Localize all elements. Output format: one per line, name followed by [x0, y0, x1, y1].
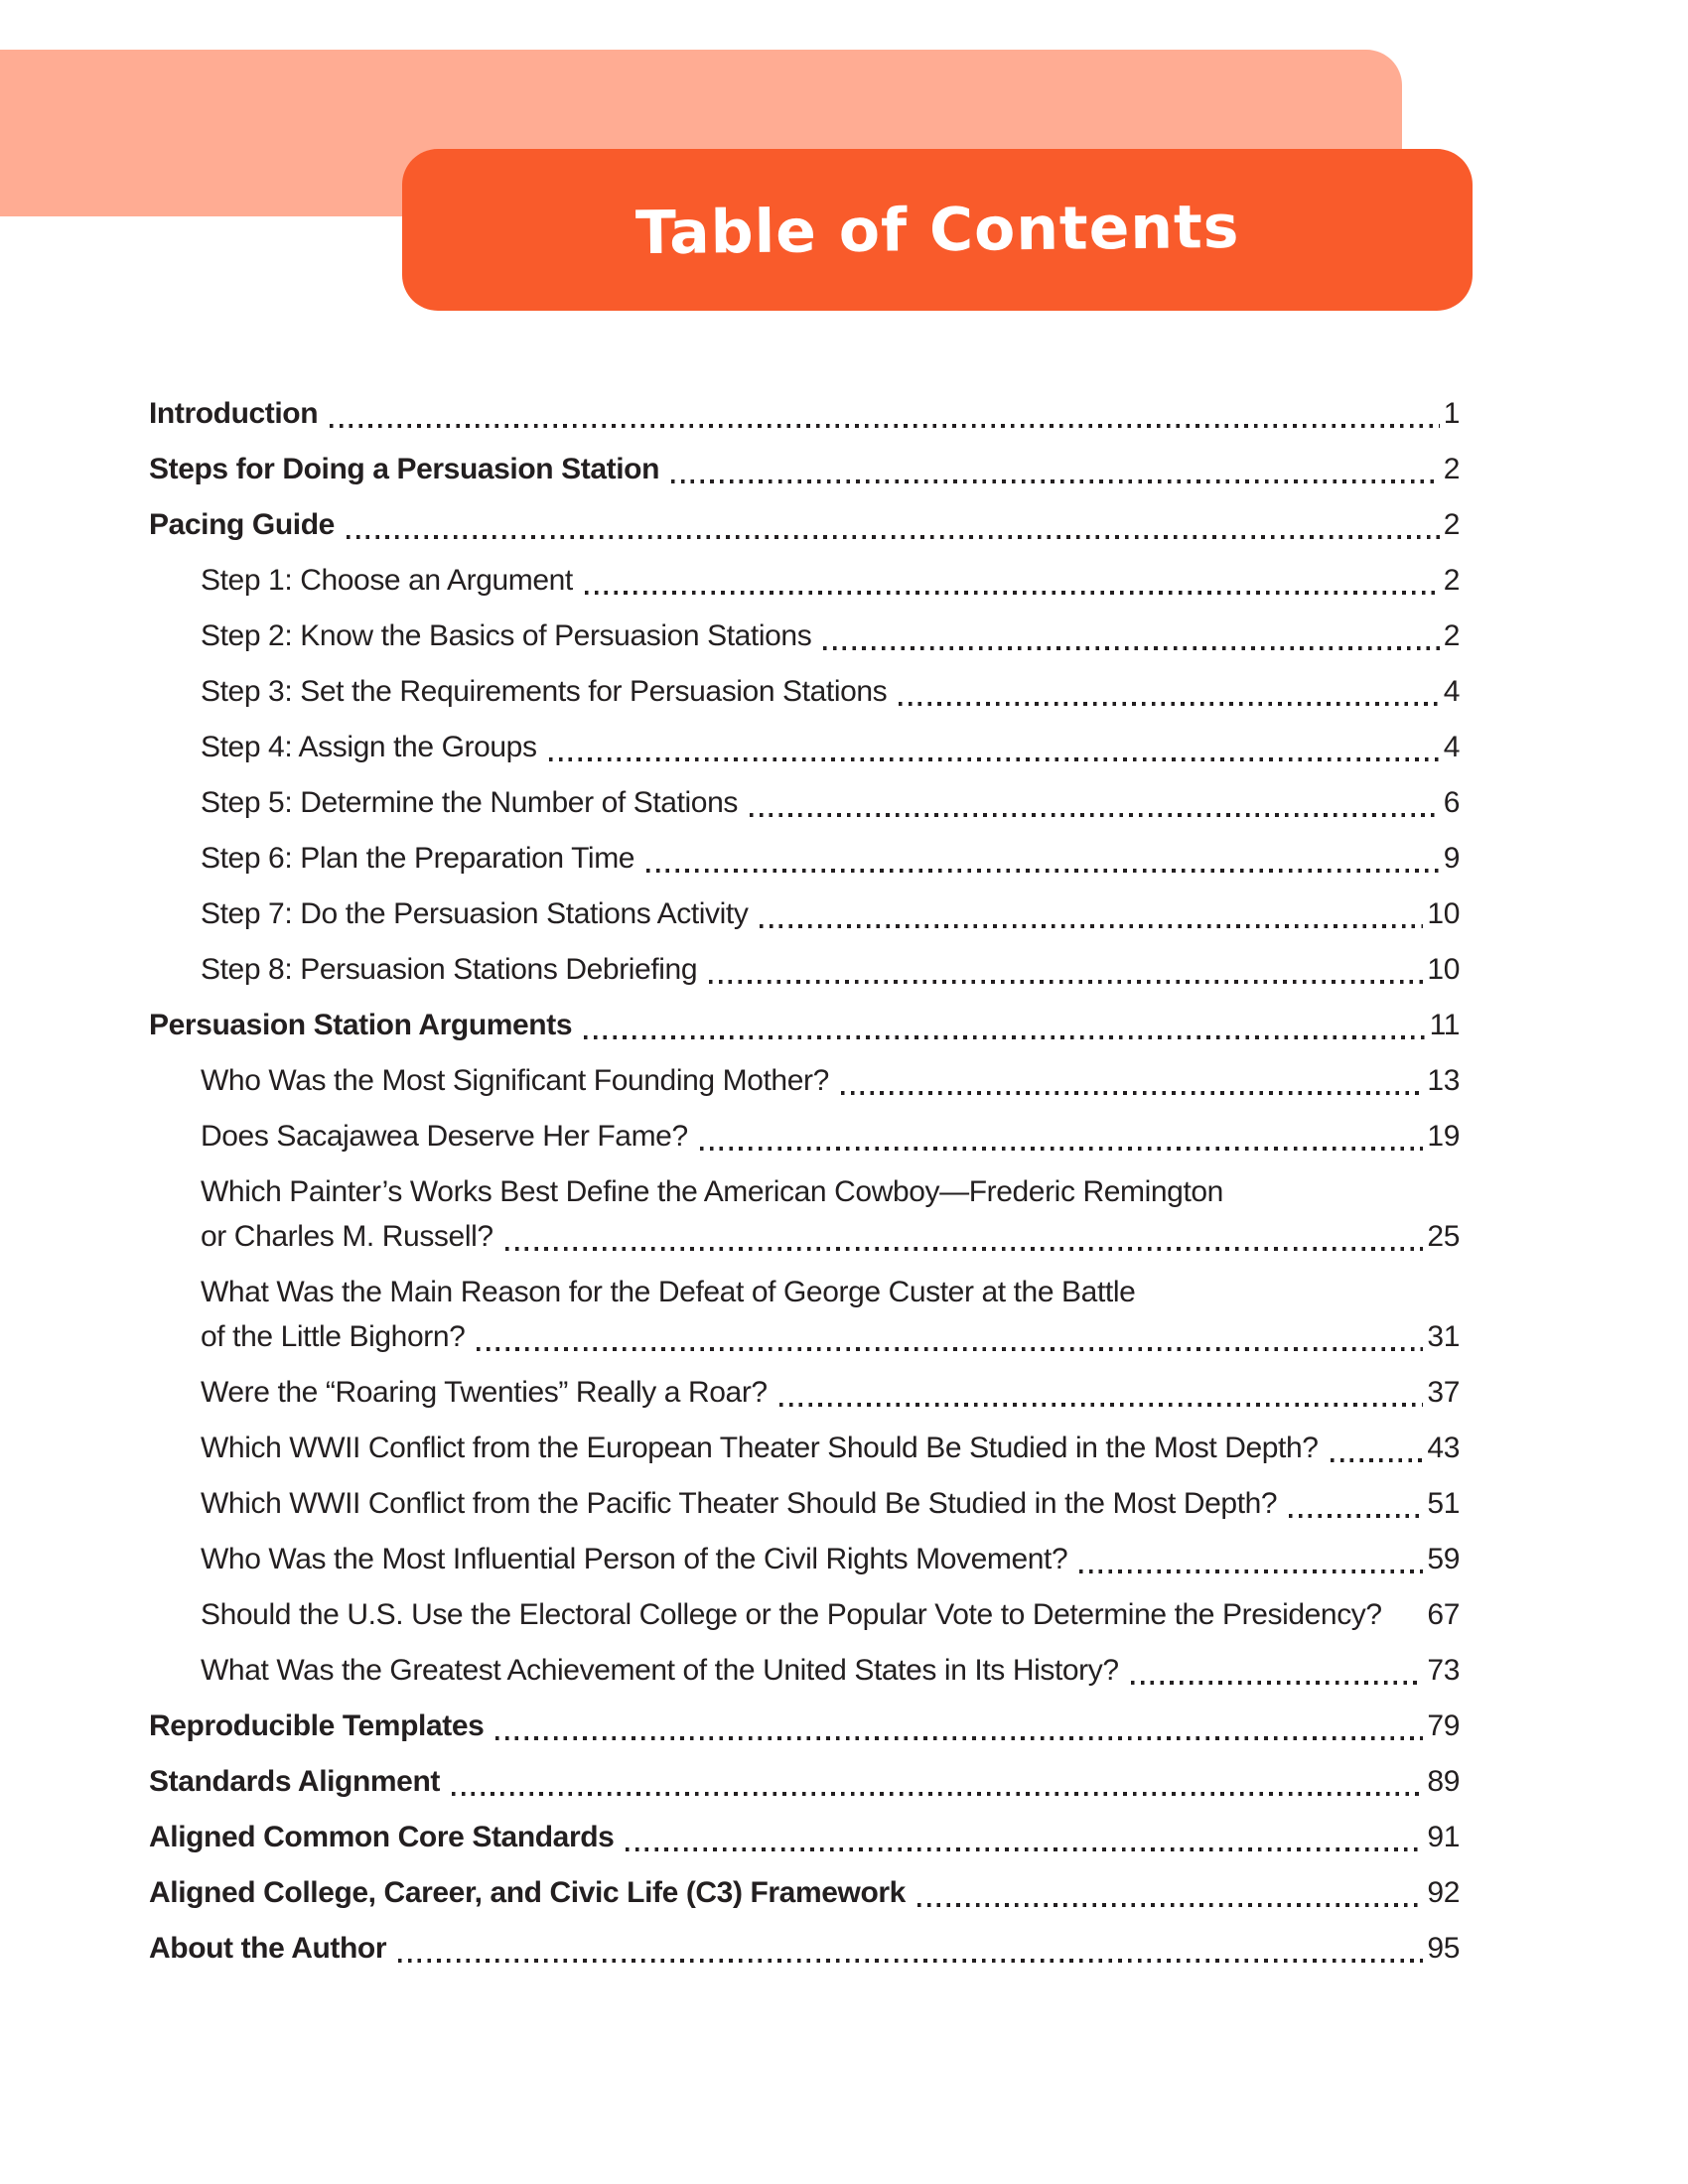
toc-entry-page: 2: [1443, 564, 1460, 597]
toc-entry-line: [149, 1314, 1460, 1359]
toc-entry-label: What Was the Greatest Achievement of the United States in Its History?: [201, 1654, 1119, 1687]
toc-entry-label: About the Author: [149, 1932, 387, 1965]
dot-leader: [779, 1370, 1424, 1415]
toc-entry-page: 43: [1427, 1432, 1460, 1464]
toc-entry-page: 2: [1443, 508, 1460, 541]
dot-leader: [841, 1058, 1424, 1103]
toc-entry-label: Reproducible Templates: [149, 1709, 485, 1742]
toc-list: [149, 391, 1460, 1981]
toc-entry: [149, 447, 1460, 491]
toc-entry: [149, 1270, 1460, 1359]
toc-entry-line: [149, 1270, 1460, 1314]
dot-leader: [330, 391, 1440, 436]
dot-leader: [646, 836, 1440, 881]
toc-entry-page: 9: [1443, 842, 1460, 875]
dot-leader: [1390, 1592, 1428, 1637]
toc-entry: [149, 1870, 1460, 1915]
toc-entry-line: [149, 1370, 1460, 1415]
toc-entry-page: 19: [1427, 1120, 1460, 1153]
toc-entry: [149, 1426, 1460, 1470]
toc-entry-page: 6: [1443, 786, 1460, 819]
dot-leader: [709, 947, 1423, 992]
toc-entry-line: [149, 1870, 1460, 1915]
toc-entry-line: [149, 836, 1460, 881]
toc-entry: [149, 1926, 1460, 1971]
toc-entry-line: [149, 1426, 1460, 1470]
page-title: Table of Contents: [634, 192, 1240, 268]
toc-entry-label: Step 1: Choose an Argument: [201, 564, 573, 597]
toc-entry: [149, 1815, 1460, 1859]
toc-entry-page: 25: [1427, 1220, 1460, 1253]
toc-entry-line: [149, 502, 1460, 547]
toc-entry: [149, 502, 1460, 547]
toc-entry-page: 13: [1427, 1064, 1460, 1097]
toc-entry-label: Standards Alignment: [149, 1765, 440, 1798]
toc-entry-line: [149, 1815, 1460, 1859]
dot-leader: [1289, 1481, 1423, 1526]
toc-entry-label: Which WWII Conflict from the Pacific Theater Should Be Studied in the Most Depth?: [201, 1487, 1278, 1520]
toc-entry-line: [149, 447, 1460, 491]
toc-entry-line: [149, 391, 1460, 436]
toc-entry: [149, 669, 1460, 714]
toc-entry-label: Aligned Common Core Standards: [149, 1821, 615, 1853]
toc-entry: [149, 1169, 1460, 1259]
dot-leader: [398, 1926, 1423, 1971]
toc-entry-page: 10: [1427, 897, 1460, 930]
toc-entry-line: [149, 1003, 1460, 1047]
toc-entry: [149, 1114, 1460, 1159]
dot-leader: [1331, 1426, 1424, 1470]
toc-entry-label: Persuasion Station Arguments: [149, 1009, 573, 1041]
toc-entry: [149, 1537, 1460, 1581]
toc-entry-label: Who Was the Most Significant Founding Mother?: [201, 1064, 829, 1097]
toc-entry-label: Step 2: Know the Basics of Persuasion Stations: [201, 619, 812, 652]
toc-entry-label: Who Was the Most Influential Person of the Civil Rights Movement?: [201, 1543, 1068, 1575]
toc-entry-page: 11: [1429, 1009, 1460, 1041]
title-banner: [402, 149, 1473, 311]
toc-entry: [149, 1003, 1460, 1047]
toc-entry-label: What Was the Main Reason for the Defeat of George Custer at the Battle: [201, 1276, 1136, 1308]
toc-entry-line: [149, 1481, 1460, 1526]
toc-entry-label: Step 3: Set the Requirements for Persuasion Stations: [201, 675, 888, 708]
dot-leader: [1131, 1648, 1424, 1693]
dot-leader: [899, 669, 1439, 714]
toc-entry-line: [149, 780, 1460, 825]
toc-entry-line: [149, 1214, 1460, 1259]
toc-entry: [149, 1592, 1460, 1637]
toc-entry-label: Step 7: Do the Persuasion Stations Activity: [201, 897, 749, 930]
toc-entry-label: Were the “Roaring Twenties” Really a Roar?: [201, 1376, 768, 1409]
toc-entry-label: Which Painter’s Works Best Define the American Cowboy—Frederic Remington: [201, 1175, 1223, 1208]
toc-entry-line: [149, 614, 1460, 658]
toc-entry: [149, 891, 1460, 936]
toc-entry-label: Which WWII Conflict from the European Theater Should Be Studied in the Most Depth?: [201, 1432, 1319, 1464]
toc-entry-page: 73: [1427, 1654, 1460, 1687]
dot-leader: [477, 1314, 1423, 1359]
toc-entry-label: Introduction: [149, 397, 319, 430]
toc-entry-page: 1: [1443, 397, 1460, 430]
toc-entry: [149, 1648, 1460, 1693]
toc-entry-page: 2: [1443, 619, 1460, 652]
toc-entry: [149, 1704, 1460, 1748]
toc-entry-line: [149, 1648, 1460, 1693]
toc-entry-line: [149, 725, 1460, 769]
dot-leader: [1079, 1537, 1423, 1581]
toc-entry-page: 4: [1443, 731, 1460, 763]
toc-entry-label: Pacing Guide: [149, 508, 335, 541]
toc-entry-page: 79: [1427, 1709, 1460, 1742]
dot-leader: [917, 1870, 1423, 1915]
toc-entry-label: Step 6: Plan the Preparation Time: [201, 842, 635, 875]
dot-leader: [626, 1815, 1423, 1859]
toc-entry-line: [149, 1704, 1460, 1748]
toc-entry-label: Step 5: Determine the Number of Stations: [201, 786, 738, 819]
toc-entry-label: Steps for Doing a Persuasion Station: [149, 453, 660, 485]
toc-entry: [149, 1370, 1460, 1415]
toc-entry: [149, 725, 1460, 769]
toc-entry-label: Step 8: Persuasion Stations Debriefing: [201, 953, 698, 986]
toc-entry-page: 37: [1427, 1376, 1460, 1409]
dot-leader: [823, 614, 1439, 658]
dot-leader: [347, 502, 1440, 547]
dot-leader: [495, 1704, 1423, 1748]
toc-entry: [149, 947, 1460, 992]
dot-leader: [505, 1214, 1424, 1259]
toc-entry-label: Step 4: Assign the Groups: [201, 731, 537, 763]
toc-entry-label: or Charles M. Russell?: [201, 1220, 493, 1253]
toc-entry-page: 91: [1427, 1821, 1460, 1853]
toc-entry-page: 92: [1427, 1876, 1460, 1909]
toc-entry-page: 4: [1443, 675, 1460, 708]
toc-entry-label: Should the U.S. Use the Electoral College or the Popular Vote to Determine the Presidency?: [201, 1598, 1382, 1631]
toc-entry-line: [149, 947, 1460, 992]
toc-entry-page: 2: [1443, 453, 1460, 485]
dot-leader: [671, 447, 1440, 491]
toc-entry-label: of the Little Bighorn?: [201, 1320, 466, 1353]
toc-entry-line: [149, 1759, 1460, 1804]
dot-leader: [452, 1759, 1423, 1804]
toc-entry-page: 31: [1427, 1320, 1460, 1353]
toc-entry: [149, 836, 1460, 881]
toc-entry: [149, 1759, 1460, 1804]
toc-entry: [149, 558, 1460, 603]
toc-entry-label: Does Sacajawea Deserve Her Fame?: [201, 1120, 688, 1153]
toc-entry-line: [149, 558, 1460, 603]
toc-entry-line: [149, 1058, 1460, 1103]
toc-entry-page: 59: [1427, 1543, 1460, 1575]
dot-leader: [584, 1003, 1426, 1047]
toc-entry-page: 95: [1427, 1932, 1460, 1965]
toc-entry-line: [149, 1169, 1460, 1214]
dot-leader: [585, 558, 1440, 603]
dot-leader: [1143, 1270, 1460, 1314]
toc-entry-line: [149, 1114, 1460, 1159]
toc-entry-line: [149, 1926, 1460, 1971]
toc-entry: [149, 391, 1460, 436]
toc-entry-page: 67: [1427, 1598, 1460, 1631]
dot-leader: [700, 1114, 1424, 1159]
dot-leader: [549, 725, 1440, 769]
dot-leader: [1231, 1169, 1460, 1214]
toc-entry: [149, 614, 1460, 658]
toc-entry-line: [149, 669, 1460, 714]
toc-entry: [149, 780, 1460, 825]
toc-entry-line: [149, 891, 1460, 936]
toc-entry: [149, 1481, 1460, 1526]
toc-entry: [149, 1058, 1460, 1103]
dot-leader: [760, 891, 1423, 936]
toc-entry-page: 89: [1427, 1765, 1460, 1798]
toc-entry-page: 51: [1427, 1487, 1460, 1520]
toc-entry-line: [149, 1592, 1460, 1637]
dot-leader: [750, 780, 1440, 825]
toc-entry-page: 10: [1427, 953, 1460, 986]
toc-entry-line: [149, 1537, 1460, 1581]
toc-entry-label: Aligned College, Career, and Civic Life (C3) Framework: [149, 1876, 906, 1909]
